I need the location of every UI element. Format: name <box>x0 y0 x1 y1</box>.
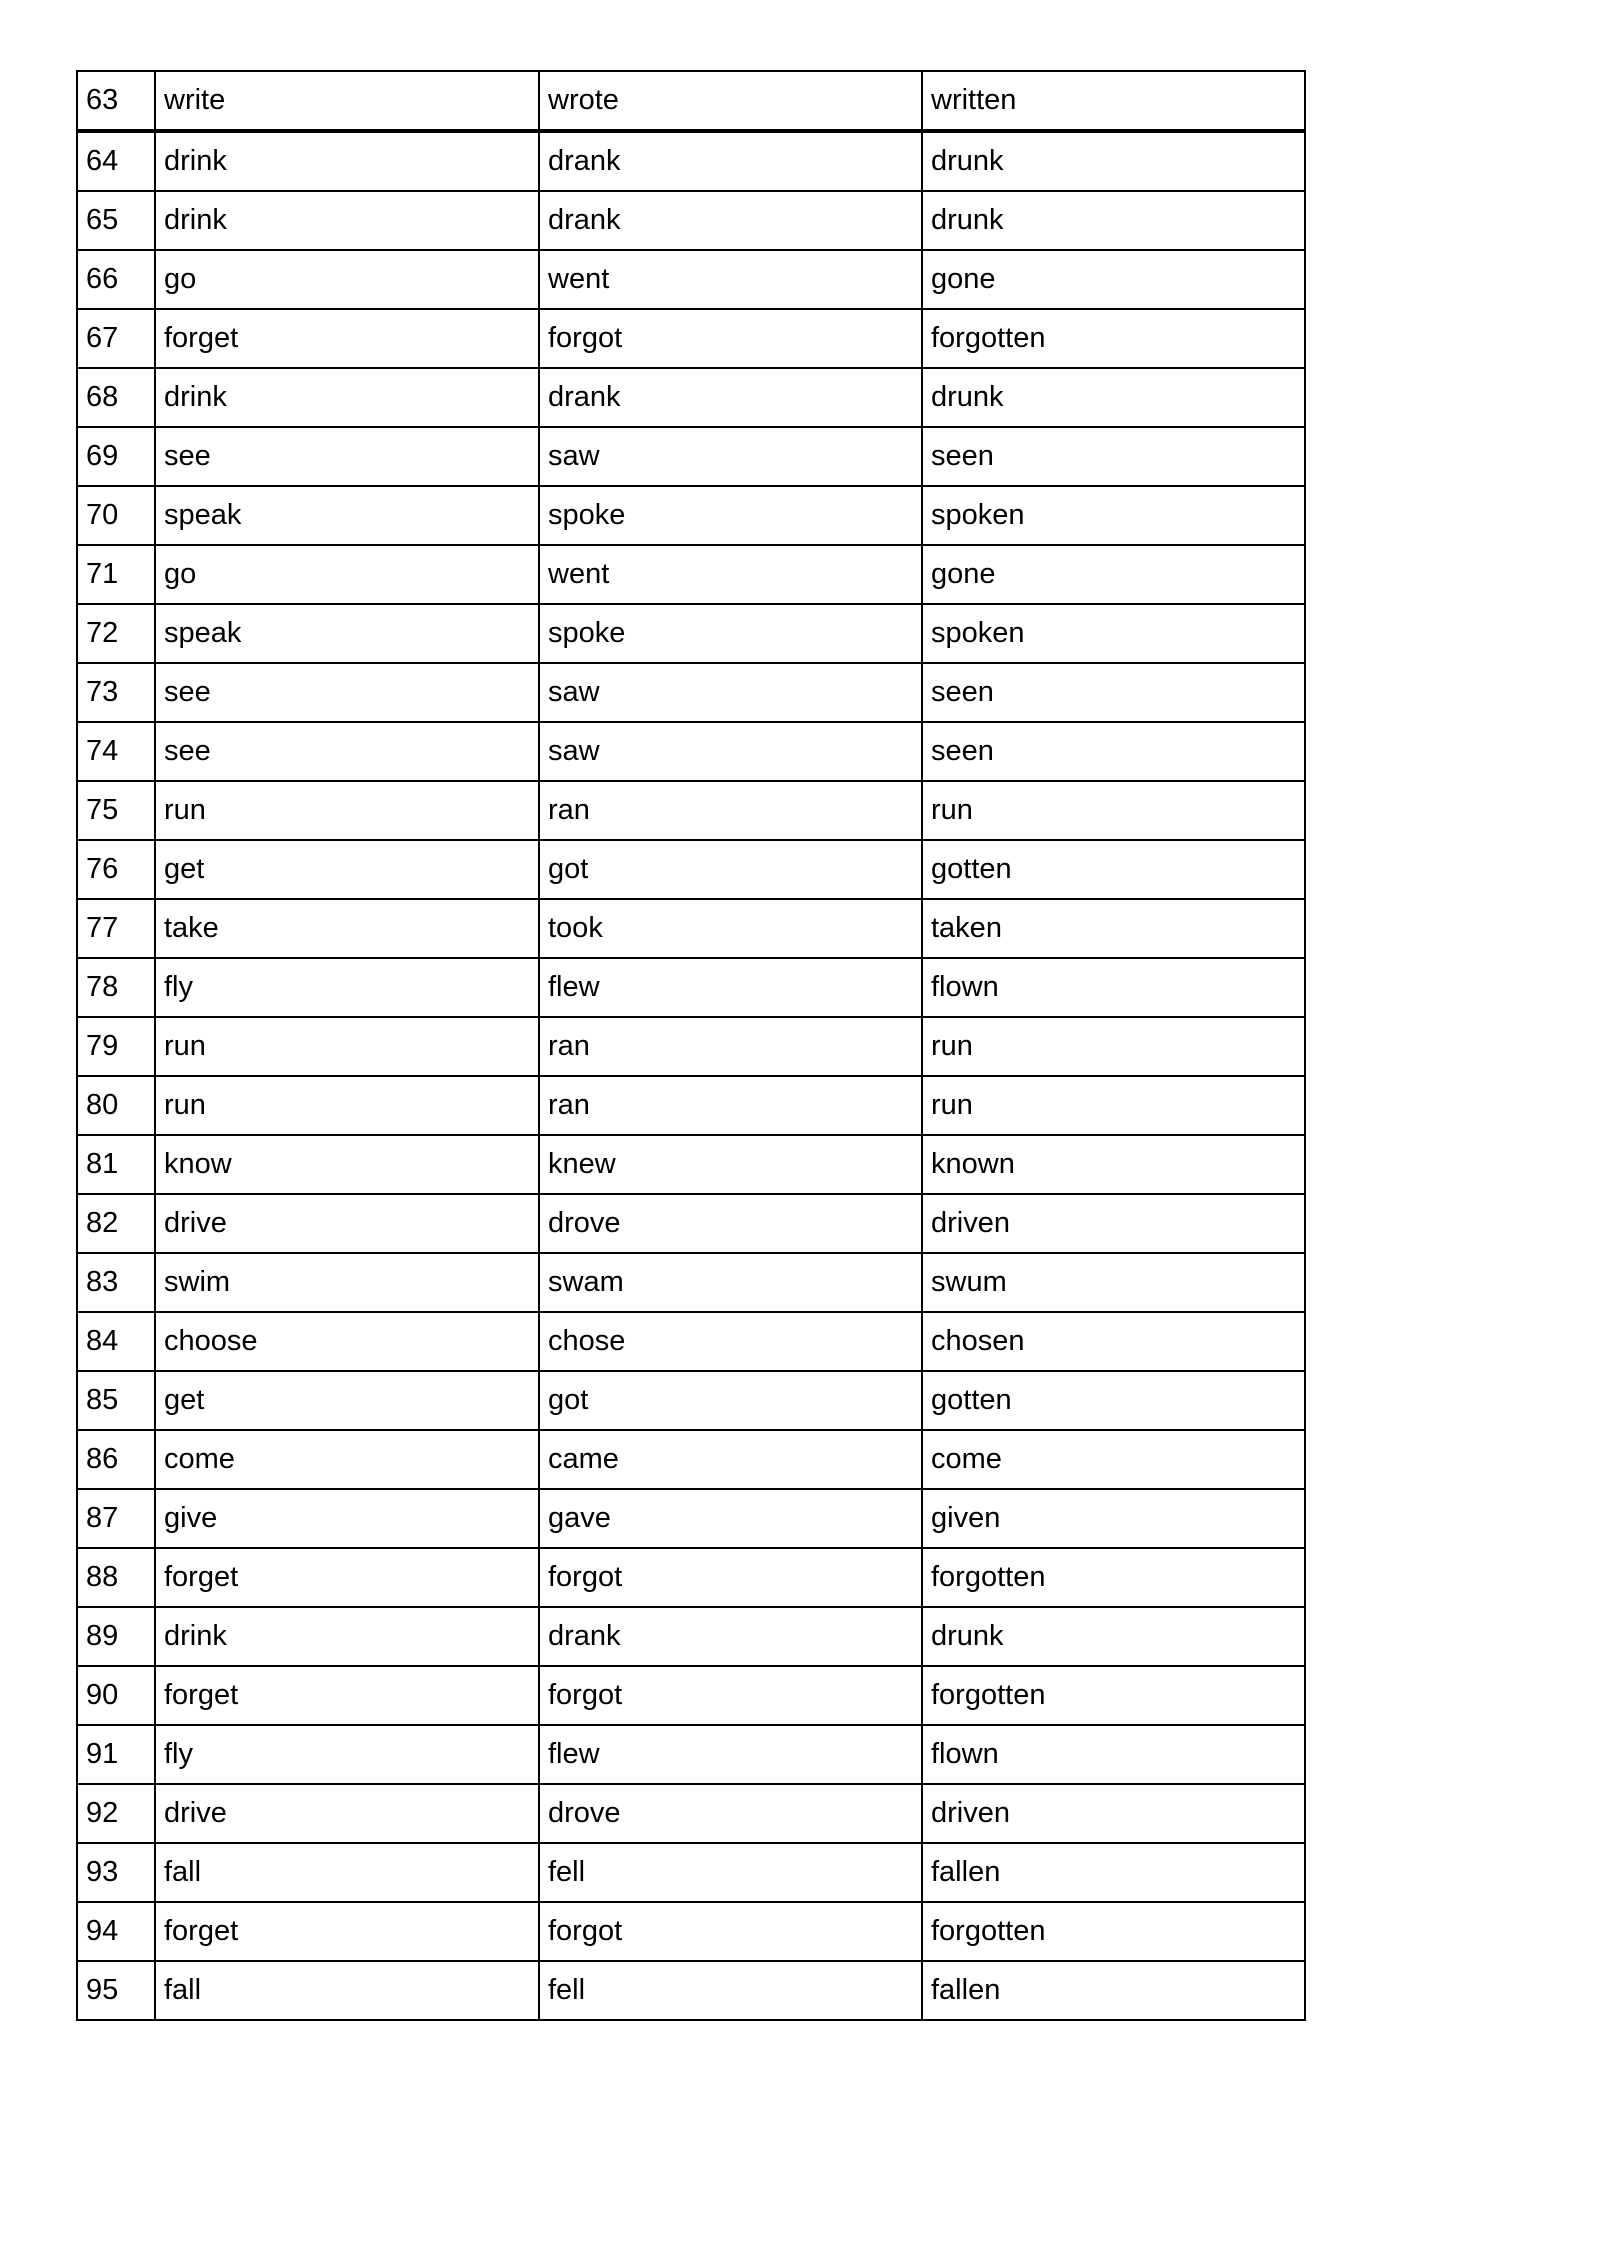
table-row <box>77 71 1305 131</box>
table-row <box>77 1194 1305 1253</box>
row-number-cell: 65 <box>77 191 155 250</box>
row-number-cell: 84 <box>77 1312 155 1371</box>
past-simple-cell: went <box>539 250 922 309</box>
row-number-cell: 64 <box>77 131 155 191</box>
base-form-cell: speak <box>155 604 539 663</box>
row-number-cell: 67 <box>77 309 155 368</box>
past-participle-cell: fallen <box>922 1961 1305 2020</box>
past-simple-cell: saw <box>539 427 922 486</box>
past-participle-cell: written <box>922 71 1305 131</box>
row-number-cell: 73 <box>77 663 155 722</box>
past-participle-cell: taken <box>922 899 1305 958</box>
past-simple-cell: forgot <box>539 1666 922 1725</box>
base-form-cell: go <box>155 250 539 309</box>
table-row <box>77 1135 1305 1194</box>
base-form-cell: write <box>155 71 539 131</box>
table-row <box>77 250 1305 309</box>
table-row <box>77 486 1305 545</box>
past-participle-cell: gone <box>922 250 1305 309</box>
past-simple-cell: knew <box>539 1135 922 1194</box>
past-simple-cell: saw <box>539 663 922 722</box>
past-simple-cell: ran <box>539 781 922 840</box>
table-row <box>77 1076 1305 1135</box>
base-form-cell: speak <box>155 486 539 545</box>
base-form-cell: see <box>155 663 539 722</box>
base-form-cell: see <box>155 722 539 781</box>
table-row <box>77 722 1305 781</box>
table-row <box>77 1312 1305 1371</box>
row-number-cell: 76 <box>77 840 155 899</box>
past-simple-cell: drove <box>539 1784 922 1843</box>
table-row <box>77 663 1305 722</box>
table-row <box>77 1489 1305 1548</box>
base-form-cell: run <box>155 781 539 840</box>
base-form-cell: drink <box>155 131 539 191</box>
table-row <box>77 131 1305 191</box>
row-number-cell: 86 <box>77 1430 155 1489</box>
base-form-cell: fly <box>155 958 539 1017</box>
row-number-cell: 72 <box>77 604 155 663</box>
past-simple-cell: got <box>539 1371 922 1430</box>
base-form-cell: see <box>155 427 539 486</box>
row-number-cell: 80 <box>77 1076 155 1135</box>
past-participle-cell: forgotten <box>922 1548 1305 1607</box>
base-form-cell: drink <box>155 368 539 427</box>
row-number-cell: 91 <box>77 1725 155 1784</box>
table-row <box>77 1961 1305 2020</box>
past-participle-cell: flown <box>922 958 1305 1017</box>
base-form-cell: forget <box>155 1666 539 1725</box>
row-number-cell: 92 <box>77 1784 155 1843</box>
table-row <box>77 840 1305 899</box>
past-participle-cell: run <box>922 781 1305 840</box>
table-row <box>77 1902 1305 1961</box>
row-number-cell: 68 <box>77 368 155 427</box>
past-participle-cell: seen <box>922 427 1305 486</box>
table-row <box>77 1607 1305 1666</box>
table-row <box>77 1253 1305 1312</box>
base-form-cell: take <box>155 899 539 958</box>
past-participle-cell: chosen <box>922 1312 1305 1371</box>
past-participle-cell: drunk <box>922 1607 1305 1666</box>
row-number-cell: 75 <box>77 781 155 840</box>
past-participle-cell: drunk <box>922 131 1305 191</box>
base-form-cell: forget <box>155 1902 539 1961</box>
table-row <box>77 368 1305 427</box>
base-form-cell: give <box>155 1489 539 1548</box>
base-form-cell: run <box>155 1076 539 1135</box>
row-number-cell: 71 <box>77 545 155 604</box>
row-number-cell: 83 <box>77 1253 155 1312</box>
past-simple-cell: flew <box>539 958 922 1017</box>
past-simple-cell: wrote <box>539 71 922 131</box>
past-simple-cell: got <box>539 840 922 899</box>
past-participle-cell: drunk <box>922 191 1305 250</box>
row-number-cell: 82 <box>77 1194 155 1253</box>
base-form-cell: forget <box>155 309 539 368</box>
base-form-cell: fall <box>155 1961 539 2020</box>
table-row <box>77 309 1305 368</box>
past-simple-cell: drank <box>539 1607 922 1666</box>
row-number-cell: 81 <box>77 1135 155 1194</box>
past-simple-cell: spoke <box>539 604 922 663</box>
past-participle-cell: gone <box>922 545 1305 604</box>
table-row <box>77 1371 1305 1430</box>
past-simple-cell: swam <box>539 1253 922 1312</box>
past-participle-cell: forgotten <box>922 1902 1305 1961</box>
table-row <box>77 545 1305 604</box>
past-simple-cell: gave <box>539 1489 922 1548</box>
base-form-cell: get <box>155 840 539 899</box>
verb-forms-table <box>76 70 1306 2021</box>
base-form-cell: fall <box>155 1843 539 1902</box>
past-participle-cell: run <box>922 1076 1305 1135</box>
past-simple-cell: forgot <box>539 1902 922 1961</box>
row-number-cell: 63 <box>77 71 155 131</box>
table-row <box>77 958 1305 1017</box>
base-form-cell: get <box>155 1371 539 1430</box>
table-row <box>77 1548 1305 1607</box>
past-simple-cell: ran <box>539 1017 922 1076</box>
past-participle-cell: known <box>922 1135 1305 1194</box>
row-number-cell: 88 <box>77 1548 155 1607</box>
past-simple-cell: fell <box>539 1843 922 1902</box>
base-form-cell: come <box>155 1430 539 1489</box>
table-row <box>77 1666 1305 1725</box>
past-participle-cell: swum <box>922 1253 1305 1312</box>
past-participle-cell: drunk <box>922 368 1305 427</box>
table-row <box>77 1784 1305 1843</box>
past-participle-cell: seen <box>922 663 1305 722</box>
row-number-cell: 89 <box>77 1607 155 1666</box>
past-participle-cell: given <box>922 1489 1305 1548</box>
base-form-cell: run <box>155 1017 539 1076</box>
base-form-cell: forget <box>155 1548 539 1607</box>
past-participle-cell: spoken <box>922 486 1305 545</box>
past-participle-cell: come <box>922 1430 1305 1489</box>
past-simple-cell: ran <box>539 1076 922 1135</box>
table-row <box>77 781 1305 840</box>
base-form-cell: know <box>155 1135 539 1194</box>
row-number-cell: 66 <box>77 250 155 309</box>
row-number-cell: 74 <box>77 722 155 781</box>
past-simple-cell: drank <box>539 368 922 427</box>
table-row <box>77 427 1305 486</box>
past-simple-cell: drank <box>539 131 922 191</box>
past-participle-cell: flown <box>922 1725 1305 1784</box>
table-body <box>77 71 1305 2020</box>
base-form-cell: drink <box>155 191 539 250</box>
base-form-cell: swim <box>155 1253 539 1312</box>
row-number-cell: 87 <box>77 1489 155 1548</box>
past-simple-cell: drank <box>539 191 922 250</box>
past-simple-cell: drove <box>539 1194 922 1253</box>
past-simple-cell: forgot <box>539 309 922 368</box>
past-participle-cell: driven <box>922 1194 1305 1253</box>
row-number-cell: 94 <box>77 1902 155 1961</box>
row-number-cell: 70 <box>77 486 155 545</box>
past-participle-cell: spoken <box>922 604 1305 663</box>
row-number-cell: 78 <box>77 958 155 1017</box>
base-form-cell: drink <box>155 1607 539 1666</box>
past-simple-cell: went <box>539 545 922 604</box>
table-row <box>77 1017 1305 1076</box>
table-row <box>77 604 1305 663</box>
base-form-cell: fly <box>155 1725 539 1784</box>
past-participle-cell: fallen <box>922 1843 1305 1902</box>
past-simple-cell: took <box>539 899 922 958</box>
row-number-cell: 69 <box>77 427 155 486</box>
row-number-cell: 85 <box>77 1371 155 1430</box>
past-participle-cell: run <box>922 1017 1305 1076</box>
row-number-cell: 90 <box>77 1666 155 1725</box>
past-simple-cell: fell <box>539 1961 922 2020</box>
past-simple-cell: forgot <box>539 1548 922 1607</box>
base-form-cell: choose <box>155 1312 539 1371</box>
past-participle-cell: driven <box>922 1784 1305 1843</box>
past-simple-cell: saw <box>539 722 922 781</box>
table-row <box>77 1725 1305 1784</box>
past-simple-cell: spoke <box>539 486 922 545</box>
table-row <box>77 1430 1305 1489</box>
past-simple-cell: chose <box>539 1312 922 1371</box>
table-row <box>77 899 1305 958</box>
past-participle-cell: gotten <box>922 1371 1305 1430</box>
past-participle-cell: gotten <box>922 840 1305 899</box>
row-number-cell: 95 <box>77 1961 155 2020</box>
past-simple-cell: flew <box>539 1725 922 1784</box>
row-number-cell: 93 <box>77 1843 155 1902</box>
past-participle-cell: forgotten <box>922 309 1305 368</box>
past-participle-cell: forgotten <box>922 1666 1305 1725</box>
table-row <box>77 1843 1305 1902</box>
base-form-cell: drive <box>155 1194 539 1253</box>
row-number-cell: 77 <box>77 899 155 958</box>
past-participle-cell: seen <box>922 722 1305 781</box>
table-row <box>77 191 1305 250</box>
base-form-cell: drive <box>155 1784 539 1843</box>
base-form-cell: go <box>155 545 539 604</box>
row-number-cell: 79 <box>77 1017 155 1076</box>
past-simple-cell: came <box>539 1430 922 1489</box>
